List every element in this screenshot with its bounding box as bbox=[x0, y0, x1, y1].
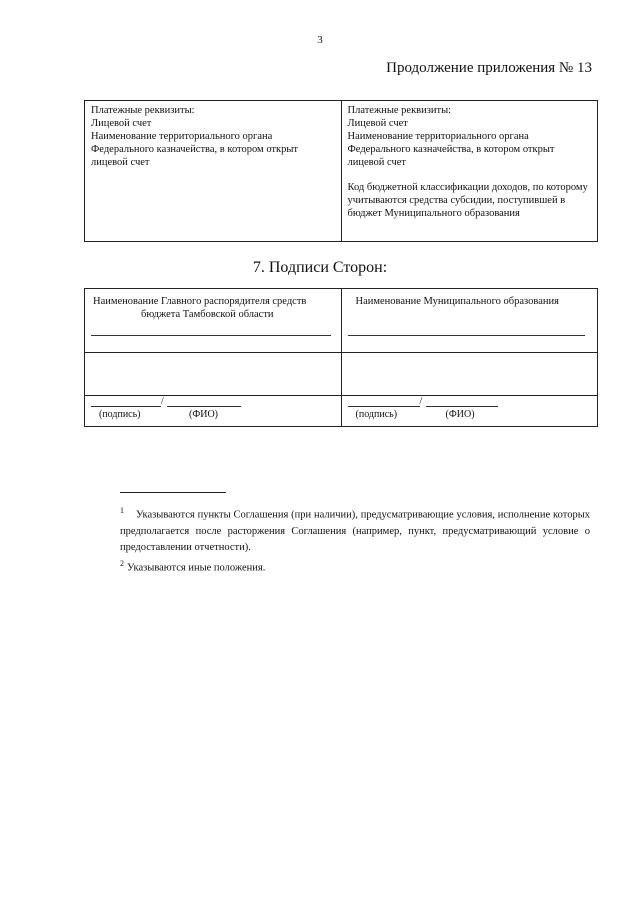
sig-left-slash: / bbox=[161, 396, 164, 407]
requisites-right-treasury: Наименование территориального органа Федерального казначейства, в котором открыт лицевой счет bbox=[347, 131, 555, 168]
sig-left-fio-line bbox=[167, 406, 241, 407]
requisites-left-account: Лицевой счет bbox=[91, 118, 152, 129]
sig-right-heading: Наименование Муниципального образования bbox=[355, 296, 559, 307]
sig-right-heading-cell bbox=[341, 289, 597, 353]
sig-right-sign-label: (подпись) bbox=[355, 409, 398, 420]
sig-right-slash: / bbox=[419, 396, 423, 407]
appendix-title: Продолжение приложения № 13 bbox=[386, 60, 592, 76]
footnote-2-text: Указываются иные положения. bbox=[127, 562, 266, 574]
footnote-2-mark: 2 bbox=[120, 559, 124, 568]
sig-right-name-line bbox=[348, 335, 585, 336]
signatures-table bbox=[84, 288, 598, 427]
sig-right-fio-label: (ФИО) bbox=[445, 409, 475, 420]
sig-left-blank-cell bbox=[85, 353, 342, 396]
requisites-left-title: Платежные реквизиты: bbox=[91, 105, 195, 116]
sig-left-heading-line2: бюджета Тамбовской области bbox=[141, 309, 274, 320]
requisites-right-cell bbox=[341, 101, 598, 242]
sig-left-heading-line1: Наименование Главного распорядителя средств bbox=[93, 296, 307, 307]
footnote-2 bbox=[120, 559, 265, 574]
requisites-left-cell bbox=[85, 101, 342, 242]
footnote-1-text: Указываются пункты Соглашения (при наличии), предусматривающие условия, исполнение которых предполагается после расторжения Соглашения (например, пункт, предусматривающий условие о предоставлении отчетности). bbox=[120, 509, 590, 553]
requisites-right-budget-code: Код бюджетной классификации доходов, по которому учитываются средства субсидии, поступившей в бюджет Муниципального образования bbox=[347, 182, 588, 219]
sig-right-signature-line bbox=[348, 406, 420, 407]
sig-left-name-line bbox=[91, 335, 331, 336]
requisites-right-title: Платежные реквизиты: bbox=[347, 105, 452, 116]
requisites-table bbox=[84, 100, 598, 242]
page-number: 3 bbox=[317, 34, 323, 46]
sig-left-signature-line bbox=[91, 406, 161, 407]
sig-right-blank-cell bbox=[341, 353, 597, 396]
requisites-right-account: Лицевой счет bbox=[347, 118, 408, 129]
sig-right-fio-line bbox=[426, 406, 498, 407]
sig-right-sign-cell bbox=[341, 396, 597, 427]
section-title: 7. Подписи Сторон: bbox=[252, 259, 388, 276]
footnote-1 bbox=[120, 503, 590, 556]
sig-left-heading-cell bbox=[85, 289, 342, 353]
requisites-left-treasury: Наименование территориального органа Федерального казначейства, в котором открыт лицевой счет bbox=[91, 131, 299, 168]
footnote-1-mark: 1 bbox=[120, 506, 124, 515]
sig-left-fio-label: (ФИО) bbox=[189, 409, 219, 420]
sig-left-sign-label: (подпись) bbox=[99, 409, 141, 420]
footnote-separator bbox=[120, 492, 226, 493]
sig-left-sign-cell bbox=[85, 396, 342, 427]
